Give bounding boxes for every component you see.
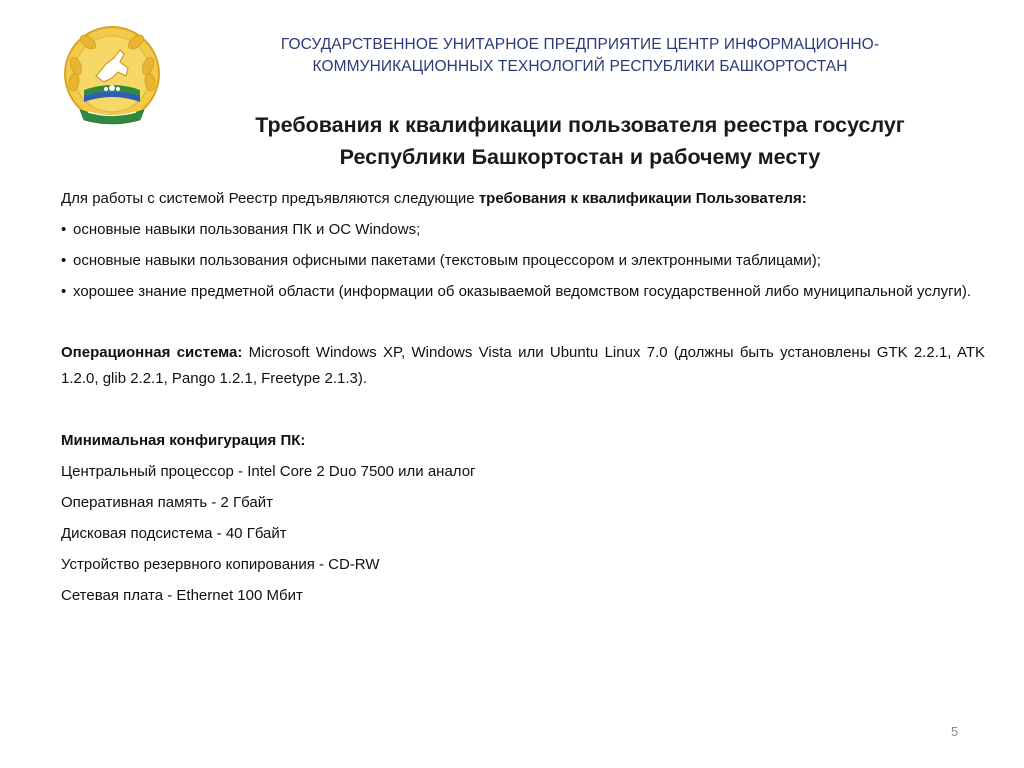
os-label: Операционная система: — [61, 344, 243, 361]
os-text: Microsoft Windows XP, Windows Vista или Ubuntu Linux 7.0 (должны быть установлены GTK 2.2.1, ATK 1.2.0, glib 2.2.1, Pango 1.2.1, Freetype 2.1.3). — [61, 344, 985, 387]
organization-name-line1: ГОСУДАРСТВЕННОЕ УНИТАРНОЕ ПРЕДПРИЯТИЕ ЦЕНТР ИНФОРМАЦИОННО- — [280, 36, 880, 53]
qualification-intro-bold: требования к квалификации Пользователя: — [478, 190, 807, 207]
bullet-icon: • — [61, 221, 67, 238]
slide-title — [180, 109, 980, 173]
qualification-item-text: хорошее знание предметной области (информации об оказываемой ведомством государственной либо муниципальной услуги). — [73, 283, 972, 300]
qualification-intro — [61, 186, 985, 212]
config-item-network: Сетевая плата - Ethernet 100 Мбит — [61, 587, 303, 604]
slide-title-line2: Республики Башкортостан и рабочему месту — [339, 145, 821, 169]
qualification-item — [61, 279, 985, 305]
qualification-intro-text: Для работы с системой Реестр предъявляются следующие — [61, 190, 479, 207]
bullet-icon: • — [61, 252, 67, 269]
slide-title-line1: Требования к квалификации пользователя реестра госуслуг — [255, 113, 905, 137]
qualification-item-text: основные навыки пользования офисными пакетами (текстовым процессором и электронными таблицами); — [73, 252, 821, 269]
coat-of-arms-logo — [62, 24, 162, 130]
config-title-text: Минимальная конфигурация ПК: — [61, 432, 306, 449]
slide-content — [61, 186, 985, 609]
qualification-item-text: основные навыки пользования ПК и ОС Windows; — [73, 221, 421, 238]
qualification-item — [61, 248, 985, 274]
config-item-ram: Оперативная память - 2 Гбайт — [61, 494, 274, 511]
os-requirements — [61, 340, 985, 392]
organization-name-line2: КОММУНИКАЦИОННЫХ ТЕХНОЛОГИЙ РЕСПУБЛИКИ БАШКОРТОСТАН — [312, 58, 848, 75]
bullet-icon: • — [61, 283, 67, 300]
config-item-disk: Дисковая подсистема - 40 Гбайт — [61, 525, 287, 542]
organization-header — [230, 34, 930, 78]
qualification-item — [61, 217, 985, 243]
config-item-cpu: Центральный процессор - Intel Core 2 Duo 7500 или аналог — [61, 463, 476, 480]
config-title — [61, 428, 985, 454]
config-item-backup: Устройство резервного копирования - CD-RW — [61, 556, 380, 573]
page-number: 5 — [951, 724, 959, 739]
